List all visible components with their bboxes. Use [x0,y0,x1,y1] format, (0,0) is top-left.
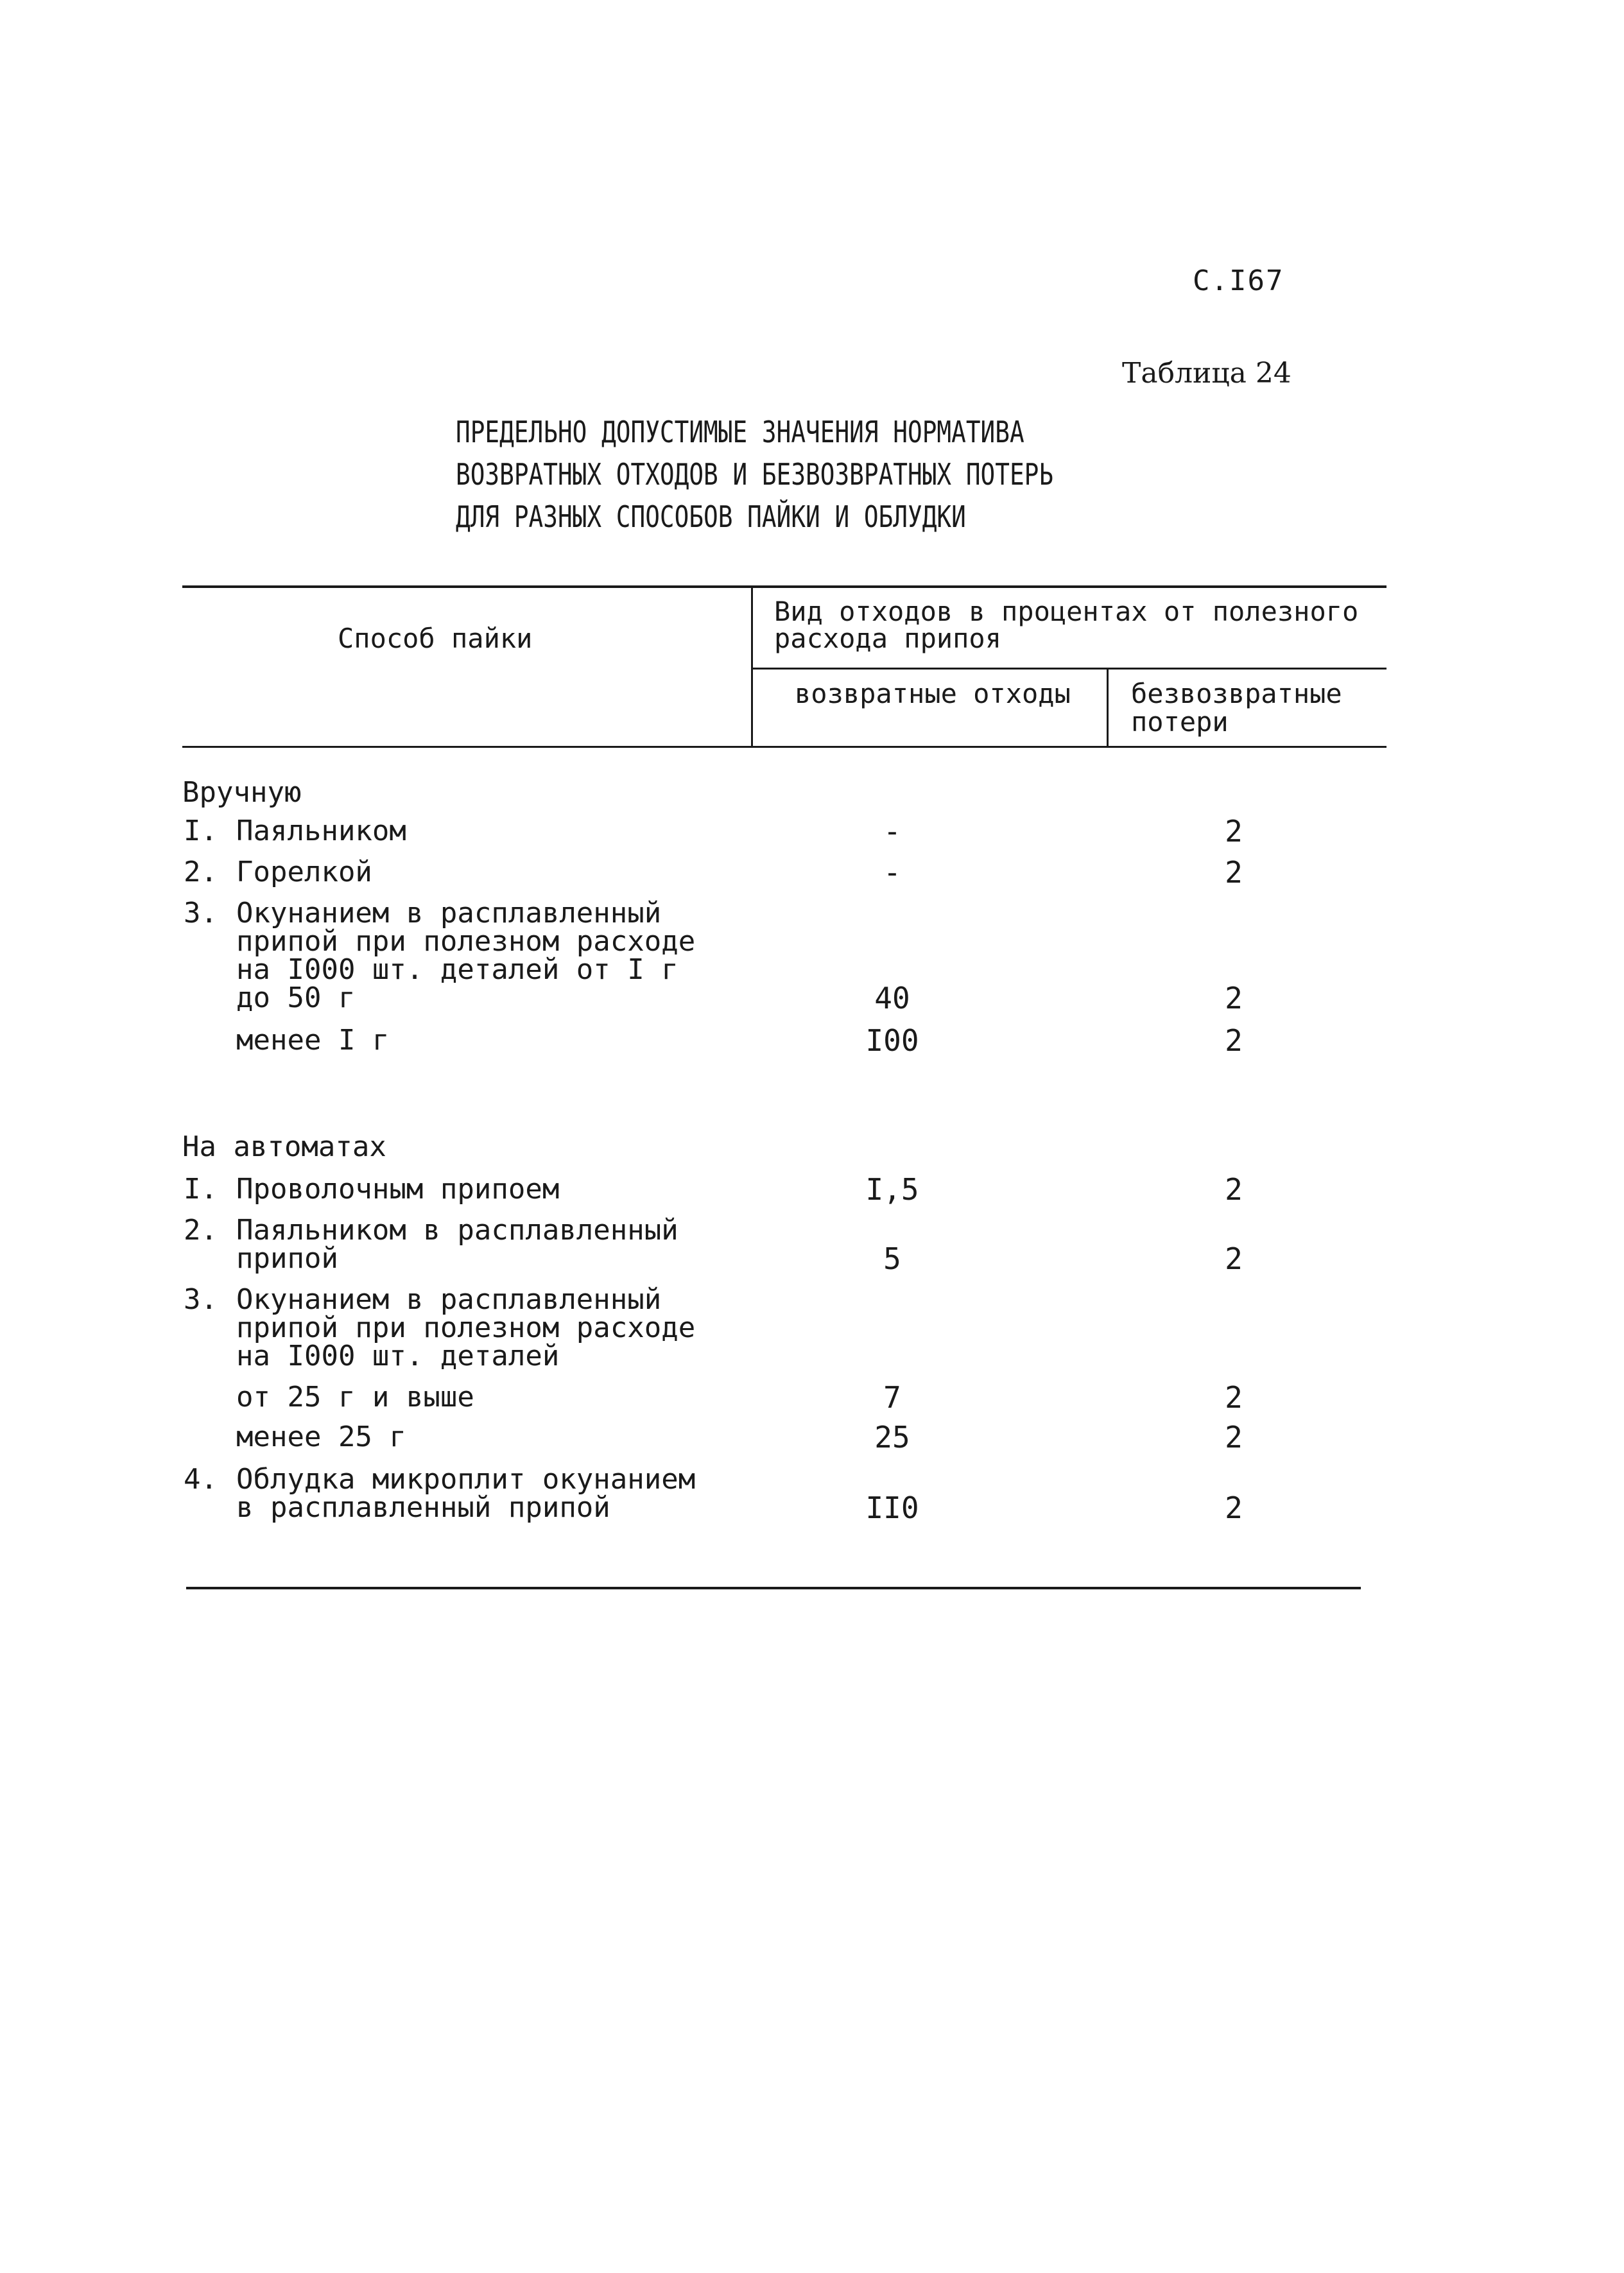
cell-returnable: I,5 [865,1172,919,1207]
table-row: от 25 г и выше [236,1381,474,1413]
title-line: ДЛЯ РАЗНЫХ СПОСОБОВ ПАЙКИ И ОБЛУДКИ [456,499,966,534]
cell-nonreturnable: 2 [1225,1023,1243,1058]
row-number: I. [184,1173,218,1206]
table-label: Таблица 24 [1122,357,1291,390]
table-top-rule [182,585,1386,588]
row-number: 4. [184,1463,218,1496]
cell-returnable: 40 [874,981,910,1016]
header-nonreturnable-line1: безвозвратные [1131,678,1342,709]
cell-nonreturnable: 2 [1225,1491,1243,1525]
header-nonreturnable-line2: потери [1131,706,1229,738]
row-label: Паяльником [236,815,406,847]
header-group-line1: Вид отходов в процентах от полезного [774,596,1359,627]
row-number: 2. [184,856,218,888]
cell-nonreturnable: 2 [1225,1380,1243,1415]
section-automatic: На автоматах [182,1130,386,1163]
subheader-vertical-divider [1107,669,1109,747]
row-label-continued: на I000 шт. деталей [236,1340,560,1372]
header-bottom-rule [182,746,1386,748]
row-label: Горелкой [236,856,372,888]
row-label-continued: припой [236,1242,338,1275]
row-number: 2. [184,1214,218,1247]
cell-returnable: 25 [874,1420,910,1455]
table-row [184,1465,695,1494]
cell-nonreturnable: 2 [1225,981,1243,1016]
table-row [184,1216,678,1245]
cell-returnable: 5 [883,1241,901,1276]
table-row [184,858,372,887]
cell-returnable: - [883,814,901,849]
cell-returnable: 7 [883,1380,901,1415]
table-title [456,411,1140,538]
cell-nonreturnable: 2 [1225,814,1243,849]
cell-returnable: II0 [865,1491,919,1525]
cell-returnable: I00 [865,1023,919,1058]
table-row [184,899,661,928]
table-row [184,1285,661,1315]
row-label-continued: на I000 шт. деталей от I г [236,953,678,986]
row-label-continued: в расплавленный припой [236,1491,610,1524]
table-bottom-rule [186,1587,1361,1589]
subheader-rule [752,668,1386,670]
table-row: менее 25 г [236,1421,406,1453]
row-label: Проволочным припоем [236,1173,560,1206]
row-label: Паяльником в расплавленный [236,1214,678,1247]
header-returnable: возвратные отходы [795,678,1071,709]
row-label-continued: припой при полезном расходе [236,925,696,958]
row-label: Окунанием в расплавленный [236,897,662,929]
row-label-continued: до 50 г [236,981,356,1014]
cell-returnable: - [883,855,901,890]
row-number: I. [184,815,218,847]
title-line: ВОЗВРАТНЫХ ОТХОДОВ И БЕЗВОЗВРАТНЫХ ПОТЕРЬ [456,457,1054,492]
row-number: 3. [184,1283,218,1316]
cell-nonreturnable: 2 [1225,1172,1243,1207]
cell-nonreturnable: 2 [1225,1420,1243,1455]
section-manual: Вручную [182,776,302,809]
cell-nonreturnable: 2 [1225,855,1243,890]
table-row [184,1175,559,1204]
row-label-continued: припой при полезном расходе [236,1311,696,1344]
table-row [184,817,406,846]
header-vertical-divider [751,585,753,747]
header-group-line2: расхода припоя [774,623,1002,654]
header-method: Способ пайки [338,623,533,654]
page-number: С.I67 [1193,264,1284,297]
row-label: Окунанием в расплавленный [236,1283,662,1316]
cell-nonreturnable: 2 [1225,1241,1243,1276]
title-line: ПРЕДЕЛЬНО ДОПУСТИМЫЕ ЗНАЧЕНИЯ НОРМАТИВА [456,415,1024,449]
row-number: 3. [184,897,218,929]
table-row: менее I г [236,1024,390,1057]
row-label: Облудка микроплит окунанием [236,1463,696,1496]
